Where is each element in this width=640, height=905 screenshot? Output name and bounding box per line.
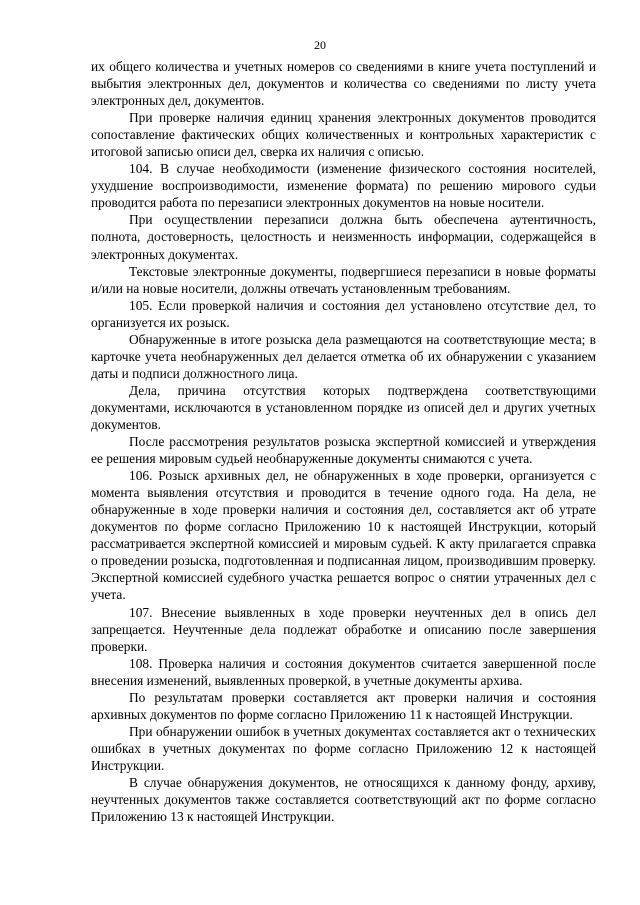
- paragraph: Обнаруженные в итоге розыска дела размещаются на соответствующие места; в карточке учета необнаруженных дел делается отметка об их обнаружении с указанием даты и подписи должностного лица.: [91, 331, 596, 381]
- paragraph-item-104: 104. В случае необходимости (изменение физического состояния носителей, ухудшение воспроизводимости, изменение формата) по решению мирового судьи проводится работа по перезаписи электронных документов на новые носители.: [91, 161, 596, 211]
- paragraph: При осуществлении перезаписи должна быть обеспечена аутентичность, полнота, достоверность, целостность и неизменность информации, содержащейся в электронных документах.: [91, 212, 596, 262]
- paragraph: После рассмотрения результатов розыска экспертной комиссией и утверждения ее решения мировым судьей необнаруженные документы снимаются с учета.: [91, 434, 596, 467]
- page-number: 20: [314, 38, 326, 52]
- paragraph: Текстовые электронные документы, подвергшиеся перезаписи в новые форматы и/или на новые носители, должны отвечать установленным требованиям.: [91, 263, 596, 296]
- paragraph: При обнаружении ошибок в учетных документах составляется акт о технических ошибках в учетных документах по форме согласно Приложению 12 к настоящей Инструкции.: [91, 723, 596, 773]
- paragraph-item-107: 107. Внесение выявленных в ходе проверки неучтенных дел в опись дел запрещается. Неучтенные дела подлежат обработке и описанию после завершения проверки.: [91, 604, 596, 654]
- paragraph-item-106: 106. Розыск архивных дел, не обнаруженных в ходе проверки, организуется с момента выявления отсутствия и проводится в течение одного года. На дела, не обнаруженные в ходе проверки наличия и состояния дел, составляется акт об утрате документов по форме согласно Приложению 10 к настоящей Инструкции, который рассматривается экспертной комиссией и мировым судьей. К акту прилагается справка о проведении розыска, подготовленная и подписанная лицом, производившим проверку. Экспертной комиссией судебного участка решается вопрос о снятии утраченных дел с учета.: [91, 468, 596, 603]
- paragraph: В случае обнаружения документов, не относящихся к данному фонду, архиву, неучтенных документов также составляется соответствующий акт по форме согласно Приложению 13 к настоящей Инструкции.: [91, 774, 596, 825]
- paragraph: При проверке наличия единиц хранения электронных документов проводится сопоставление фактических общих количественных и контрольных характеристик с итоговой записью описи дел, сверка их наличия с описью.: [91, 110, 596, 160]
- paragraph-item-108: 108. Проверка наличия и состояния документов считается завершенной после внесения изменений, выявленных проверкой, в учетные документы архива.: [91, 655, 596, 688]
- paragraph-item-105: 105. Если проверкой наличия и состояния дел установлено отсутствие дел, то организуется их розыск.: [91, 297, 596, 330]
- paragraph: Дела, причина отсутствия которых подтверждена соответствующими документами, исключаются в установленном порядке из описей дел и других учетных документов.: [91, 382, 596, 432]
- body-text: [91, 58, 596, 825]
- paragraph: По результатам проверки составляется акт проверки наличия и состояния архивных документов по форме согласно Приложению 11 к настоящей Инструкции.: [91, 689, 596, 722]
- paragraph-continued: их общего количества и учетных номеров со сведениями в книге учета поступлений и выбытия электронных дел, документов и количества со сведениями по листу учета электронных дел, документов.: [91, 59, 596, 109]
